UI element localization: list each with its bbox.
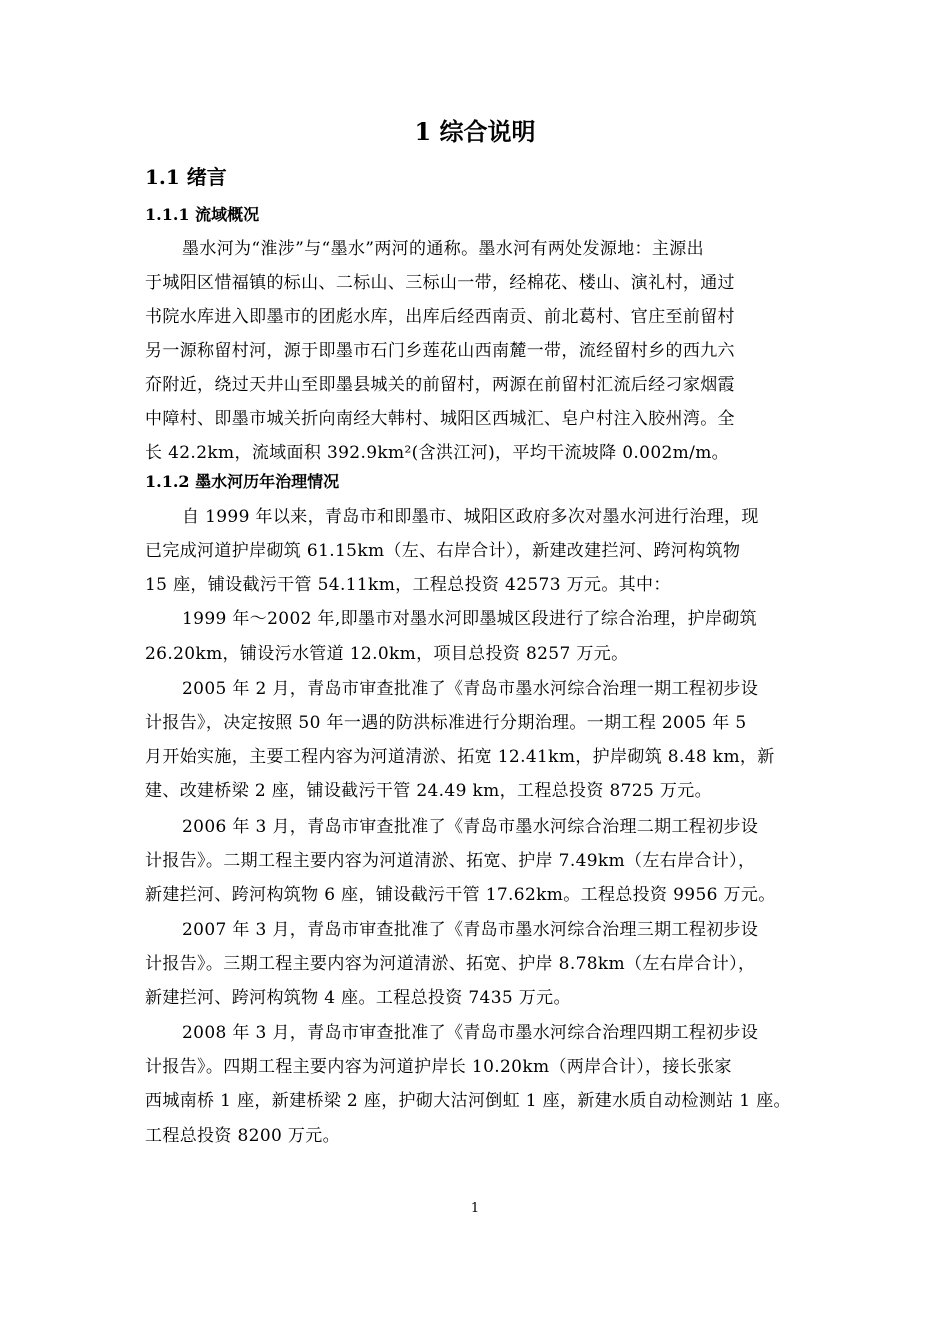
paragraph-line: 已完成河道护岸砌筑 61.15km（左、右岸合计），新建改建拦河、跨河构筑物 — [145, 541, 741, 561]
paragraph-line: 自 1999 年以来，青岛市和即墨市、城阳区政府多次对墨水河进行治理，现 — [182, 507, 759, 527]
paragraph-line: 墨水河为“淮涉”与“墨水”两河的通称。墨水河有两处发源地：主源出 — [182, 239, 704, 259]
paragraph-line: 于城阳区惜福镇的标山、二标山、三标山一带，经棉花、楼山、演礼村，通过 — [145, 273, 735, 293]
page-number: 1 — [470, 1201, 480, 1216]
paragraph-line: 西城南桥 1 座，新建桥梁 2 座，护砌大沽河倒虹 1 座，新建水质自动检测站 1 座。 — [145, 1091, 791, 1111]
paragraph-line: 工程总投资 8200 万元。 — [145, 1126, 340, 1146]
paragraph-line: 建、改建桥梁 2 座，铺设截污干管 24.49 km，工程总投资 8725 万元。 — [145, 781, 712, 801]
paragraph-line: 2008 年 3 月，青岛市审查批准了《青岛市墨水河综合治理四期工程初步设 — [182, 1023, 759, 1043]
paragraph-line: 中障村、即墨市城关折向南经大韩村、城阳区西城汇、皂户村注入胶州湾。全 — [145, 409, 735, 429]
subsection-heading-treatment-history: 1.1.2 墨水河历年治理情况 — [145, 472, 340, 491]
paragraph-line: 另一源称留村河，源于即墨市石门乡莲花山西南麓一带，流经留村乡的西九六 — [145, 341, 735, 361]
paragraph-line: 26.20km，铺设污水管道 12.0km，项目总投资 8257 万元。 — [145, 644, 629, 664]
paragraph-line: 夼附近，绕过天井山至即墨县城关的前留村，两源在前留村汇流后经刁家烟霞 — [145, 375, 735, 395]
paragraph-line: 计报告》。二期工程主要内容为河道清淤、拓宽、护岸 7.49km（左右岸合计）， — [145, 851, 756, 871]
paragraph-line: 15 座，铺设截污干管 54.11km，工程总投资 42573 万元。其中： — [145, 575, 671, 595]
paragraph-line: 新建拦河、跨河构筑物 4 座。工程总投资 7435 万元。 — [145, 988, 571, 1008]
paragraph-line: 计报告》。三期工程主要内容为河道清淤、拓宽、护岸 8.78km（左右岸合计）， — [145, 954, 756, 974]
paragraph-line: 2005 年 2 月，青岛市审查批准了《青岛市墨水河综合治理一期工程初步设 — [182, 679, 759, 699]
paragraph-line: 长 42.2km，流域面积 392.9km²(含洪江河)，平均干流坡降 0.002m/m。 — [145, 443, 730, 463]
paragraph-line: 2006 年 3 月，青岛市审查批准了《青岛市墨水河综合治理二期工程初步设 — [182, 817, 759, 837]
section-heading: 1.1 绪言 — [145, 165, 227, 189]
paragraph-line: 书院水库进入即墨市的团彪水库，出库后经西南贡、前北葛村、官庄至前留村 — [145, 307, 735, 327]
paragraph-line: 计报告》。四期工程主要内容为河道护岸长 10.20km（两岸合计），接长张家 — [145, 1057, 732, 1077]
paragraph-line: 新建拦河、跨河构筑物 6 座，铺设截污干管 17.62km。工程总投资 9956 万元。 — [145, 885, 776, 905]
chapter-title: 1 综合说明 — [414, 117, 536, 146]
paragraph-line: 1999 年～2002 年,即墨市对墨水河即墨城区段进行了综合治理，护岸砌筑 — [182, 609, 758, 629]
paragraph-line: 月开始实施，主要工程内容为河道清淤、拓宽 12.41km，护岸砌筑 8.48 km，新 — [145, 747, 775, 767]
paragraph-line: 2007 年 3 月，青岛市审查批准了《青岛市墨水河综合治理三期工程初步设 — [182, 920, 759, 940]
paragraph-line: 计报告》，决定按照 50 年一遇的防洪标准进行分期治理。一期工程 2005 年 5 — [145, 713, 747, 733]
subsection-heading-watershed: 1.1.1 流域概况 — [145, 205, 260, 224]
